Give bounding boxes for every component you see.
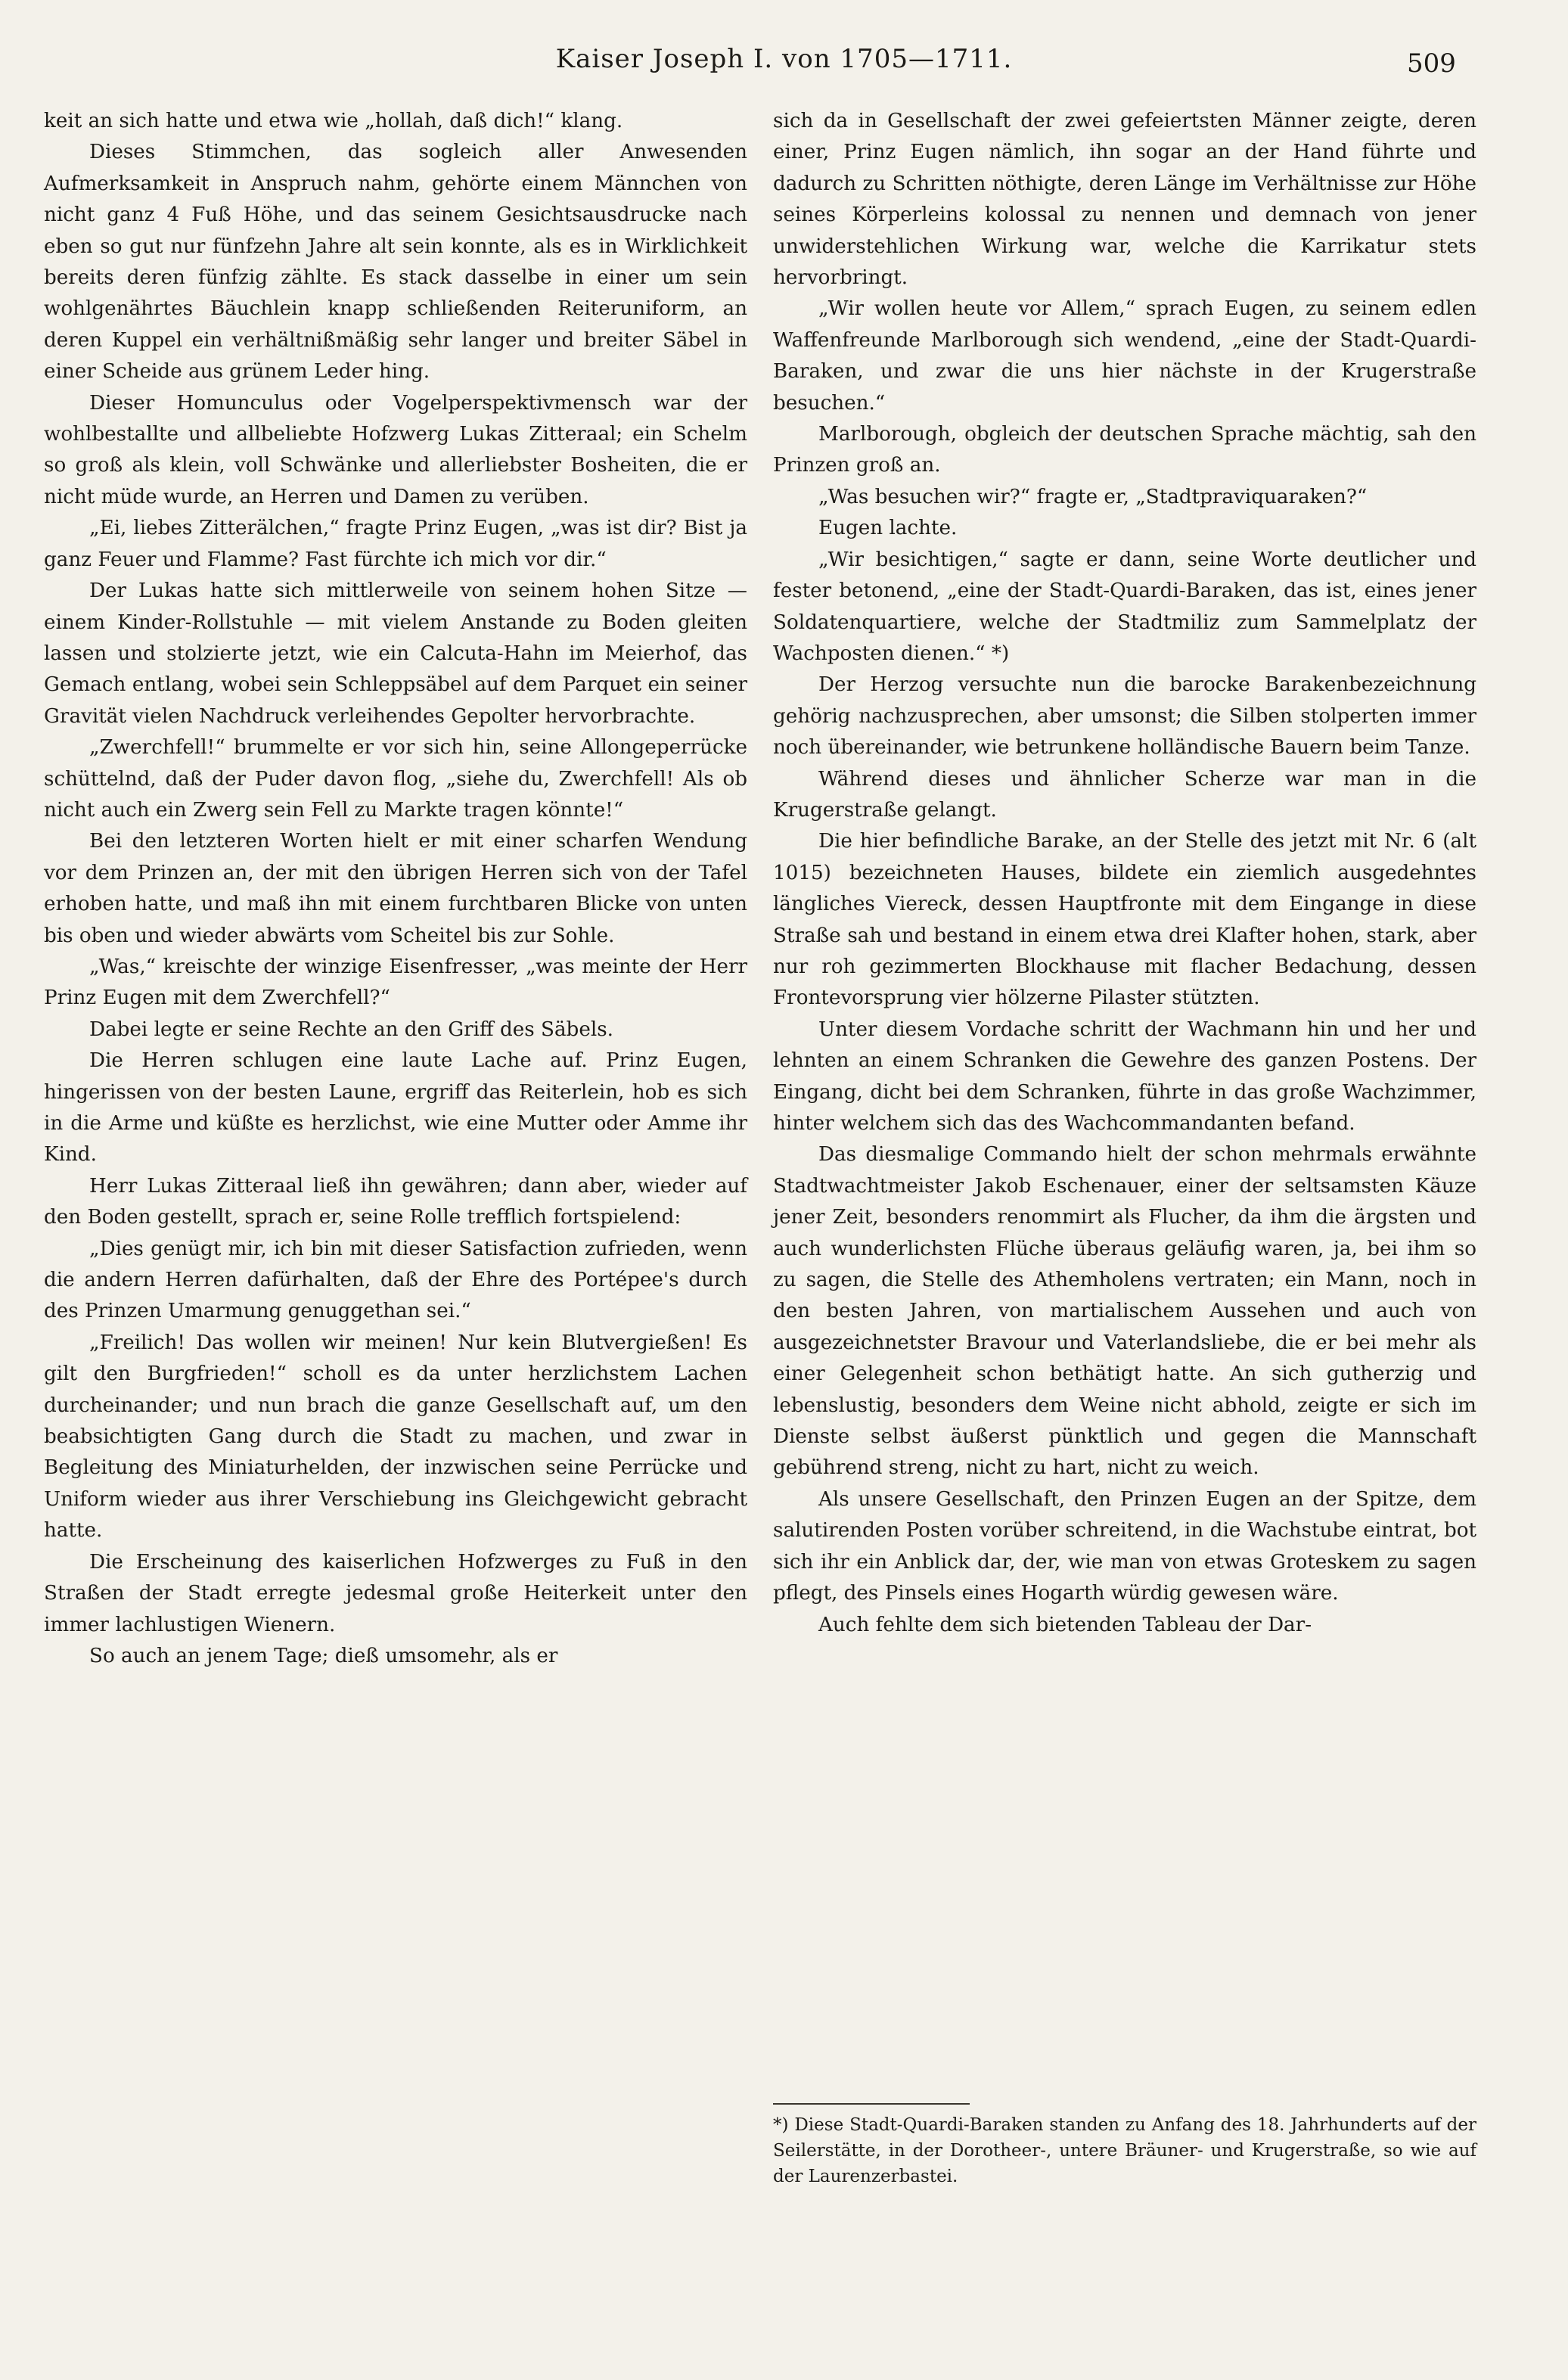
paragraph: Die Herren schlugen eine laute Lache auf. Prinz Eugen, hingerissen von der besten Laune, ergriff das Reiterlein, hob es sich in die Arme und küßte es herzlichst, wie eine Mutter oder Amme ihr Kind. [44,1049,747,1167]
paragraph: Marlborough, obgleich der deutschen Sprache mächtig, sah den Prinzen groß an. [773,423,1476,477]
footnote-divider [773,2103,970,2105]
paragraph: Die Erscheinung des kaiserlichen Hofzwerges zu Fuß in den Straßen der Stadt erregte jedesmal große Heiterkeit unter den immer lachlustigen Wienern. [44,1550,747,1636]
paragraph: „Was besuchen wir?“ fragte er, „Stadtpraviquaraken?“ [818,485,1368,508]
paragraph: „Wir besichtigen,“ sagte er dann, seine Worte deutlicher und fester betonend, „eine der Stadt-Quardi-Baraken, das ist, eines jener Soldatenquartiere, welche der Stadtmiliz zum Sammelplatz der Wachposten dienen.“ *) [773,548,1476,665]
paragraph: Dabei legte er seine Rechte an den Griff des Säbels. [89,1018,613,1041]
paragraph: Der Herzog versuchte nun die barocke Barakenbezeichnung gehörig nachzusprechen, aber umsonst; die Silben stolperten immer noch übereinander, wie betrunkene holländische Bauern beim Tanze. [773,673,1476,760]
paragraph: Der Lukas hatte sich mittlerweile von seinem hohen Sitze — einem Kinder-Rollstuhle — mit vielem Anstande zu Boden gleiten lassen und stolzierte jetzt, wie ein Calcuta-Hahn im Meierhof, das Gemach entlang, wobei sein Schleppsäbel auf dem Parquet ein seiner Gravität vielen Nachdruck verleihendes Gepolter hervorbrachte. [44,579,747,728]
paragraph: „Freilich! Das wollen wir meinen! Nur kein Blutvergießen! Es gilt den Burgfrieden!“ scholl es da unter herzlichstem Lachen durcheinander; und nun brach die ganze Gesellschaft auf, um den beabsichtigten Gang durch die Stadt zu machen, und zwar in Begleitung des Miniaturhelden, der inzwischen seine Perrücke und Uniform wieder aus ihrer Verschiebung ins Gleichgewicht gebracht hatte. [44,1331,747,1543]
paragraph: „Ei, liebes Zitterälchen,“ fragte Prinz Eugen, „was ist dir? Bist ja ganz Feuer und Flamme? Fast fürchte ich mich vor dir.“ [44,517,747,571]
paragraph: So auch an jenem Tage; dieß umsomehr, als er [89,1644,558,1667]
paragraph: „Dies genügt mir, ich bin mit dieser Satisfaction zufrieden, wenn die andern Herren dafürhalten, daß der Ehre des Portépee's durch des Prinzen Umarmung genuggethan sei.“ [44,1237,747,1323]
paragraph: Als unsere Gesellschaft, den Prinzen Eugen an der Spitze, dem salutirenden Posten vorüber schreitend, in die Wachstube eintrat, bot sich ihr ein Anblick dar, der, wie man von etwas Groteskem zu sagen pflegt, des Pinsels eines Hogarth würdig gewesen wäre. [773,1487,1476,1605]
paragraph: Bei den letzteren Worten hielt er mit einer scharfen Wendung vor dem Prinzen an, der mit den übrigen Herren sich von der Tafel erhoben hatte, und maß ihn mit einem furchtbaren Blicke von unten bis oben und wieder abwärts vom Scheitel bis zur Sohle. [44,830,747,947]
paragraph: Auch fehlte dem sich bietenden Tableau der Dar- [818,1613,1312,1636]
paragraph: Dieser Homunculus oder Vogelperspektivmensch war der wohlbestallte und allbeliebte Hofzwerg Lukas Zitteraal; ein Schelm so groß als klein, voll Schwänke und allerliebster Bosheiten, die er nicht müde wurde, an Herren und Damen zu verüben. [44,391,747,508]
running-head: Kaiser Joseph I. von 1705—1711. [555,44,1013,74]
paragraph: Während dieses und ähnlicher Scherze war man in die Krugerstraße gelangt. [773,767,1476,822]
paragraph: Die hier befindliche Barake, an der Stelle des jetzt mit Nr. 6 (alt 1015) bezeichneten Hauses, bildete ein ziemlich ausgedehntes längliches Viereck, dessen Hauptfronte mit dem Eingange in diese Straße sah und bestand in einem etwa drei Klafter hohen, stark, aber nur roh gezimmerten Blockhause mit flacher Bedachung, dessen Frontevorsprung vier hölzerne Pilaster stützten. [773,830,1476,1010]
paragraph: Das diesmalige Commando hielt der schon mehrmals erwähnte Stadtwachtmeister Jakob Eschenauer, einer der seltsamsten Käuze jener Zeit, besonders renommirt als Flucher, da ihm die ärgsten und auch wunderlichsten Flüche überaus geläufig waren, ja, bei ihm so zu sagen, die Stelle des Athemholens vertraten; ein Mann, noch in den besten Jahren, von martialischem Aussehen und auch von ausgezeichnetster Bravour und Vaterlandsliebe, die er bei mehr als einer Gelegenheit schon bethätigt hatte. An sich gutherzig und lebenslustig, besonders dem Weine nicht abhold, zeigte er sich im Dienste selbst äußerst pünktlich und gegen die Mannschaft gebührend streng, nicht zu hart, nicht zu weich. [773,1143,1476,1480]
left-column [44,106,747,1672]
page-number: 509 [1407,48,1456,79]
paragraph: Herr Lukas Zitteraal ließ ihn gewähren; dann aber, wieder auf den Boden gestellt, sprach er, seine Rolle trefflich fortspielend: [44,1174,747,1229]
paragraph: Dieses Stimmchen, das sogleich aller Anwesenden Aufmerksamkeit in Anspruch nahm, gehörte einem Männchen von nicht ganz 4 Fuß Höhe, und das seinem Gesichtsausdrucke nach eben so gut nur fünfzehn Jahre alt sein konnte, als es in Wirklichkeit bereits deren fünfzig zählte. Es stack dasselbe in einer um sein wohlgenährtes Bäuchlein knapp schließenden Reiteruniform, an deren Kuppel ein verhältnißmäßig sehr langer und breiter Säbel in einer Scheide aus grünem Leder hing. [44,141,747,384]
paragraph: „Wir wollen heute vor Allem,“ sprach Eugen, zu seinem edlen Waffenfreunde Marlborough sich wendend, „eine der Stadt-Quardi-Baraken, und zwar die uns hier nächste in der Krugerstraße besuchen.“ [773,297,1476,415]
footnote: *) Diese Stadt-Quardi-Baraken standen zu Anfang des 18. Jahrhunderts auf der Seilerstätte, in der Dorotheer-, untere Bräuner- und Krugerstraße, so wie auf der Laurenzerbastei. [773,2115,1476,2186]
paragraph: „Zwerchfell!“ brummelte er vor sich hin, seine Allongeperrücke schüttelnd, daß der Puder davon flog, „siehe du, Zwerchfell! Als ob nicht auch ein Zwerg sein Fell zu Markte tragen könnte!“ [44,736,747,822]
paragraph: Eugen lachte. [818,517,958,540]
paragraph: „Was,“ kreischte der winzige Eisenfresser, „was meinte der Herr Prinz Eugen mit dem Zwerchfell?“ [44,955,747,1010]
paragraph: keit an sich hatte und etwa wie „hollah, daß dich!“ klang. [44,110,623,132]
paragraph: sich da in Gesellschaft der zwei gefeiertsten Männer zeigte, deren einer, Prinz Eugen nämlich, ihn sogar an der Hand führte und dadurch zu Schritten nöthigte, deren Länge im Verhältnisse zur Höhe seines Körperleins kolossal zu nennen und demnach von jener unwiderstehlichen Wirkung war, welche die Karrikatur stets hervorbringt. [773,110,1476,290]
right-column [773,106,1476,1641]
paragraph: Unter diesem Vordache schritt der Wachmann hin und her und lehnten an einem Schranken die Gewehre des ganzen Postens. Der Eingang, dicht bei dem Schranken, führte in das große Wachzimmer, hinter welchem sich das des Wachcommandanten befand. [773,1018,1476,1135]
